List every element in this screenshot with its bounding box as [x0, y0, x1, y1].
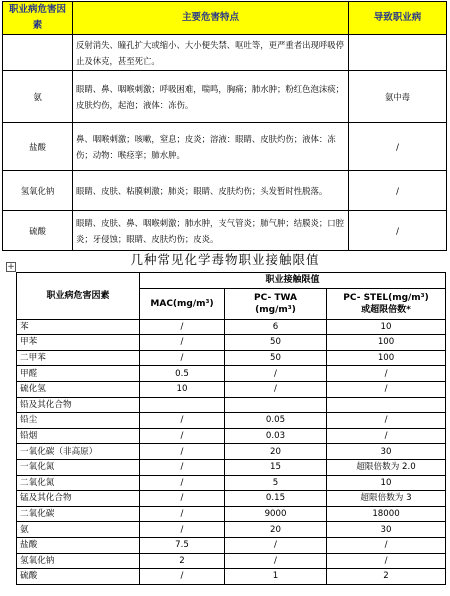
mac-cell: / [140, 428, 225, 444]
name-cell: 二甲苯 [17, 350, 140, 366]
twa-cell: / [225, 553, 327, 569]
table-row [17, 506, 446, 522]
limits-table-body [17, 319, 446, 584]
stel-cell: 10 [327, 475, 446, 491]
name-cell: 一氧化氮 [17, 459, 140, 475]
mac-cell: / [140, 350, 225, 366]
mac-cell: / [140, 335, 225, 351]
stel-cell: 100 [327, 350, 446, 366]
hazard-table-body [3, 35, 447, 251]
name-cell: 一氧化碳（非高原） [17, 444, 140, 460]
twa-cell: 0.03 [225, 428, 327, 444]
header-stel [327, 288, 446, 319]
table-row [17, 522, 446, 538]
name-cell: 甲醛 [17, 366, 140, 382]
twa-cell: 6 [225, 319, 327, 335]
table-row [17, 553, 446, 569]
mac-cell: / [140, 444, 225, 460]
table-row [3, 211, 447, 251]
agent-cell [3, 35, 73, 71]
table-row [17, 366, 446, 382]
header-disease: 导致职业病 [349, 2, 447, 35]
table-row [17, 319, 446, 335]
agent-cell: 硫酸 [3, 211, 73, 251]
twa-cell: / [225, 537, 327, 553]
twa-cell: 0.05 [225, 413, 327, 429]
name-cell: 铅烟 [17, 428, 140, 444]
table-row [17, 444, 446, 460]
twa-cell: 20 [225, 522, 327, 538]
mac-cell: / [140, 506, 225, 522]
table-row [17, 350, 446, 366]
twa-cell: / [225, 381, 327, 397]
header-twa-line2: (mg/m³) [255, 304, 296, 315]
description-cell: 鼻、咽喉刺激；咳嗽，窒息；皮炎；溶液：眼睛、皮肤灼伤；液体：冻伤；动物：喉痉挛；肺水肿。 [73, 123, 349, 171]
table-row [17, 413, 446, 429]
stel-cell: 2 [327, 569, 446, 585]
name-cell: 硫酸 [17, 569, 140, 585]
disease-cell: 氨中毒 [349, 71, 447, 123]
name-cell: 氨 [17, 522, 140, 538]
mac-cell: / [140, 522, 225, 538]
hazard-characteristics-table [2, 1, 447, 251]
header-twa-line1: PC- TWA [254, 292, 297, 303]
twa-cell: 9000 [225, 506, 327, 522]
table-row [17, 428, 446, 444]
stel-cell: / [327, 428, 446, 444]
table-row [3, 123, 447, 171]
name-cell: 锰及其化合物 [17, 491, 140, 507]
twa-cell: 50 [225, 335, 327, 351]
stel-cell: / [327, 366, 446, 382]
name-cell: 铅及其化合物 [17, 397, 140, 413]
stel-cell: 超限倍数为 2.0 [327, 459, 446, 475]
name-cell: 硫化氢 [17, 381, 140, 397]
disease-cell [349, 35, 447, 71]
twa-cell: 1 [225, 569, 327, 585]
name-cell: 铅尘 [17, 413, 140, 429]
twa-cell: 0.15 [225, 491, 327, 507]
limits-header-row-1 [17, 273, 446, 289]
table-row [17, 381, 446, 397]
twa-cell: 5 [225, 475, 327, 491]
stel-cell: 100 [327, 335, 446, 351]
header-limits-agent: 职业病危害因素 [17, 273, 140, 320]
header-stel-line1: PC- STEL(mg/m³) [343, 292, 429, 303]
stel-cell: / [327, 553, 446, 569]
table-row [3, 35, 447, 71]
name-cell: 盐酸 [17, 537, 140, 553]
disease-cell: / [349, 171, 447, 211]
twa-cell: 20 [225, 444, 327, 460]
twa-cell: / [225, 366, 327, 382]
header-twa [225, 288, 327, 319]
plus-box-icon[interactable]: + [7, 262, 15, 272]
stel-cell: / [327, 537, 446, 553]
disease-cell: / [349, 211, 447, 251]
mac-cell: 0.5 [140, 366, 225, 382]
mac-cell: 2 [140, 553, 225, 569]
mac-cell: / [140, 459, 225, 475]
mac-cell: 7.5 [140, 537, 225, 553]
description-cell: 眼睛、鼻、咽喉刺激；呼吸困难，喘鸣，胸痛；肺水肿；粉红色泡沫痰；皮肤灼伤，起泡；液体：冻伤。 [73, 71, 349, 123]
table-row [3, 171, 447, 211]
table-row [17, 491, 446, 507]
table-row [17, 475, 446, 491]
agent-cell: 氢氧化钠 [3, 171, 73, 211]
mac-cell: / [140, 475, 225, 491]
stel-cell: 10 [327, 319, 446, 335]
stel-cell: 30 [327, 444, 446, 460]
stel-cell [327, 397, 446, 413]
agent-cell: 盐酸 [3, 123, 73, 171]
stel-cell: 超限倍数为 3 [327, 491, 446, 507]
mac-cell: / [140, 569, 225, 585]
header-agent: 职业病危害因素 [3, 2, 73, 35]
table-row [17, 335, 446, 351]
exposure-limits-table [16, 272, 446, 585]
description-cell: 眼睛、皮肤、鼻、咽喉刺激；肺水肿，支气管炎；肺气肿；结膜炎；口腔炎；牙侵蚀；眼睛、皮肤灼伤；皮炎。 [73, 211, 349, 251]
stel-cell: 18000 [327, 506, 446, 522]
table-header-row [3, 2, 447, 35]
table-row [17, 459, 446, 475]
mac-cell: 10 [140, 381, 225, 397]
twa-cell: 50 [225, 350, 327, 366]
description-cell: 眼睛、皮肤、粘膜刺激；肺炎；眼睛、皮肤灼伤；头发暂时性脱落。 [73, 171, 349, 211]
name-cell: 甲苯 [17, 335, 140, 351]
table-row [17, 537, 446, 553]
mac-cell [140, 397, 225, 413]
name-cell: 氢氧化钠 [17, 553, 140, 569]
table-row [3, 71, 447, 123]
stel-cell: 30 [327, 522, 446, 538]
table-row [17, 569, 446, 585]
mac-cell: / [140, 319, 225, 335]
header-limits-group: 职业接触限值 [140, 273, 446, 289]
header-mac: MAC(mg/m³) [140, 288, 225, 319]
mac-cell: / [140, 413, 225, 429]
header-characteristics: 主要危害特点 [73, 2, 349, 35]
table-row [17, 397, 446, 413]
header-stel-line2: 或超限倍数* [361, 304, 411, 315]
disease-cell: / [349, 123, 447, 171]
stel-cell: / [327, 413, 446, 429]
name-cell: 苯 [17, 319, 140, 335]
agent-cell: 氨 [3, 71, 73, 123]
twa-cell: 15 [225, 459, 327, 475]
section-title: 几种常见化学毒物职业接触限值 [130, 252, 320, 267]
mac-cell: / [140, 491, 225, 507]
name-cell: 二氧化碳 [17, 506, 140, 522]
twa-cell [225, 397, 327, 413]
stel-cell: / [327, 381, 446, 397]
description-cell: 反射消失、瞳孔扩大或缩小、大小便失禁、呕吐等，更严重者出现呼吸停止及休克，甚至死亡。 [73, 35, 349, 71]
name-cell: 二氧化氮 [17, 475, 140, 491]
